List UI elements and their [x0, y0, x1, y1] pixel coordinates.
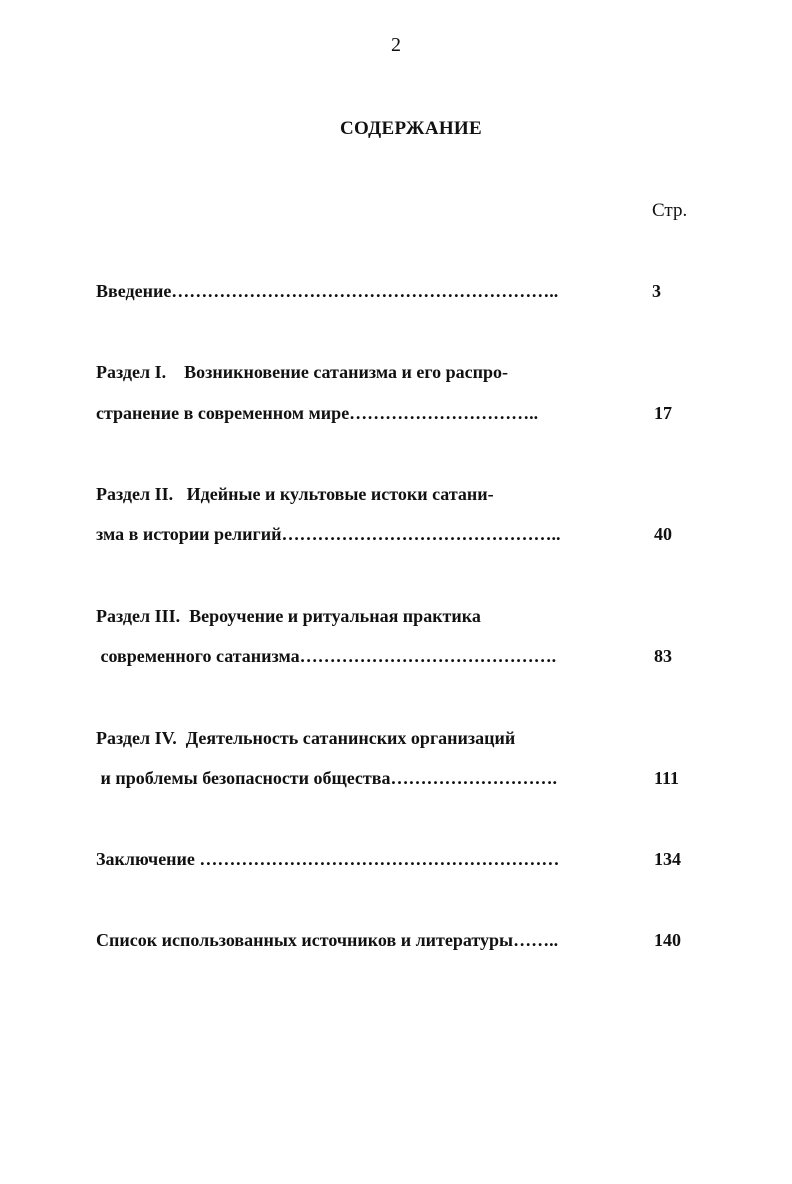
toc-page-section2: 40 — [654, 524, 672, 544]
page-column-label: Стр. — [652, 200, 688, 221]
toc-page-section1: 17 — [654, 403, 672, 423]
toc-entry-section2-line2: зма в истории религий……………………………………….. — [96, 524, 561, 544]
toc-entry-intro: Введение……………………………………………………….. — [96, 281, 559, 301]
toc-entry-references: Список использованных источников и литературы…….. — [96, 930, 559, 950]
toc-entry-section3-line2: современного сатанизма……………………………………. — [96, 646, 557, 666]
toc-entry-section1-line2: странение в современном мире………………………….. — [96, 403, 539, 423]
page-number: 2 — [391, 34, 401, 56]
toc-entry-section1-line1: Раздел I. Возникновение сатанизма и его распро- — [96, 362, 508, 382]
toc-page-intro: 3 — [652, 281, 661, 301]
toc-entry-section3-line1: Раздел III. Вероучение и ритуальная практика — [96, 606, 481, 626]
toc-page-section3: 83 — [654, 646, 672, 666]
toc-page-conclusion: 134 — [654, 849, 681, 869]
toc-entry-section4-line1: Раздел IV. Деятельность сатанинских организаций — [96, 728, 516, 748]
page-title: СОДЕРЖАНИЕ — [340, 118, 482, 139]
toc-entry-conclusion: Заключение …………………………………………………… — [96, 849, 560, 869]
toc-page-section4: 111 — [654, 768, 680, 788]
toc-entry-section4-line2: и проблемы безопасности общества………………………. — [96, 768, 557, 788]
toc-entry-section2-line1: Раздел II. Идейные и культовые истоки сатани- — [96, 484, 494, 504]
toc-page-references: 140 — [654, 930, 681, 950]
